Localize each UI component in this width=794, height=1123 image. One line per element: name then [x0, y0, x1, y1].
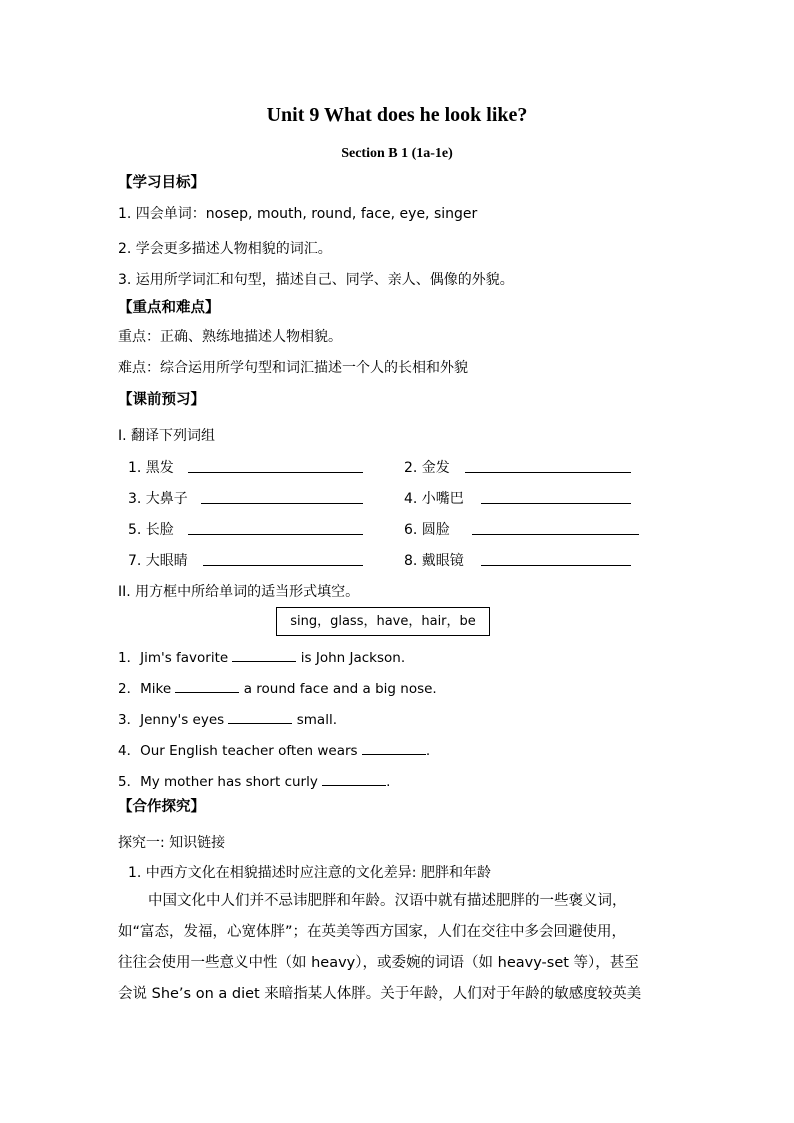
vocab-item [128, 519, 174, 539]
fill-text-before: Jim's favorite [140, 650, 233, 666]
keypoint-difficulty: 难点：综合运用所学句型和词汇描述一个人的长相和外貌 [118, 360, 468, 376]
fill-blank[interactable] [228, 709, 292, 724]
section-heading-keypoints: 【重点和难点】 [118, 300, 220, 316]
vocab-label: 6. 圆脸 [404, 522, 450, 538]
vocab-answer-blank[interactable] [203, 551, 363, 566]
vocab-label: 4. 小嘴巴 [404, 491, 464, 507]
paragraph-line: 会说 She’s on a diet 来暗指某人体胖。关于年龄，人们对于年龄的敏感度较英美 [118, 986, 642, 1002]
vocab-answer-blank[interactable] [188, 458, 363, 473]
vocab-item [128, 550, 188, 570]
vocab-answer-blank[interactable] [481, 551, 631, 566]
keypoint-focus: 重点：正确、熟练地描述人物相貌。 [118, 329, 342, 345]
document-subtitle: Section B 1 (1a-1e) [341, 146, 453, 161]
vocab-label: 3. 大鼻子 [128, 491, 188, 507]
fill-text-after: a round face and a big nose. [239, 681, 437, 697]
fill-text-before: Mike [140, 681, 176, 697]
vocab-label: 2. 金发 [404, 460, 450, 476]
preview-part1-title: I. 翻译下列词组 [118, 428, 216, 444]
objective-item: 1. 四会单词：nosep, mouth, round, face, eye, singer [118, 206, 478, 222]
explore-item: 1. 中西方文化在相貌描述时应注意的文化差异: 肥胖和年龄 [128, 865, 491, 881]
vocab-answer-blank[interactable] [201, 489, 363, 504]
fill-sentence [118, 708, 337, 728]
fill-number: 3． [118, 712, 141, 728]
section-heading-preview: 【课前预习】 [118, 392, 205, 408]
fill-blank[interactable] [175, 678, 239, 693]
vocab-label: 5. 长脸 [128, 522, 174, 538]
fill-number: 2． [118, 681, 141, 697]
fill-number: 5． [118, 774, 141, 790]
section-heading-objectives: 【学习目标】 [118, 175, 205, 191]
fill-blank[interactable] [232, 647, 296, 662]
vocab-item [404, 550, 464, 570]
fill-blank[interactable] [362, 740, 426, 755]
word-box: sing，glass，have，hair，be [276, 607, 490, 636]
paragraph-line: 中国文化中人们并不忌讳肥胖和年龄。汉语中就有描述肥胖的一些褒义词， [148, 893, 627, 909]
fill-number: 1． [118, 650, 141, 666]
vocab-item [404, 488, 464, 508]
fill-text-before: My mother has short curly [140, 774, 323, 790]
vocab-item [404, 457, 450, 477]
fill-blank[interactable] [322, 771, 386, 786]
fill-text-after: small. [292, 712, 337, 728]
fill-sentence [118, 677, 437, 697]
explore-title: 探究一: 知识链接 [118, 835, 226, 851]
fill-text-after: . [425, 743, 431, 759]
fill-sentence [118, 646, 405, 666]
vocab-answer-blank[interactable] [465, 458, 631, 473]
objective-item: 3. 运用所学词汇和句型，描述自己、同学、亲人、偶像的外貌。 [118, 272, 514, 288]
vocab-item [128, 457, 174, 477]
section-heading-cooperate: 【合作探究】 [118, 799, 205, 815]
vocab-label: 8. 戴眼镜 [404, 553, 464, 569]
vocab-label: 1. 黑发 [128, 460, 174, 476]
fill-number: 4． [118, 743, 141, 759]
vocab-item [404, 519, 450, 539]
vocab-answer-blank[interactable] [188, 520, 363, 535]
paragraph-line: 往往会使用一些意义中性（如 heavy），或委婉的词语（如 heavy-set 等），甚至 [118, 955, 639, 971]
vocab-answer-blank[interactable] [481, 489, 631, 504]
preview-part2-title: II. 用方框中所给单词的适当形式填空。 [118, 584, 360, 600]
objective-item: 2. 学会更多描述人物相貌的词汇。 [118, 241, 332, 257]
fill-sentence [118, 770, 390, 790]
fill-text-after: . [386, 774, 391, 790]
document-title: Unit 9 What does he look like? [266, 104, 528, 126]
vocab-label: 7. 大眼睛 [128, 553, 188, 569]
vocab-item [128, 488, 188, 508]
vocab-answer-blank[interactable] [472, 520, 639, 535]
fill-text-before: Jenny's eyes [140, 712, 229, 728]
fill-sentence [118, 739, 430, 759]
fill-text-after: is John Jackson. [296, 650, 406, 666]
fill-text-before: Our English teacher often wears [140, 743, 362, 759]
paragraph-line: 如“富态，发福，心宽体胖”；在英美等西方国家，人们在交往中多会回避使用， [118, 924, 627, 940]
